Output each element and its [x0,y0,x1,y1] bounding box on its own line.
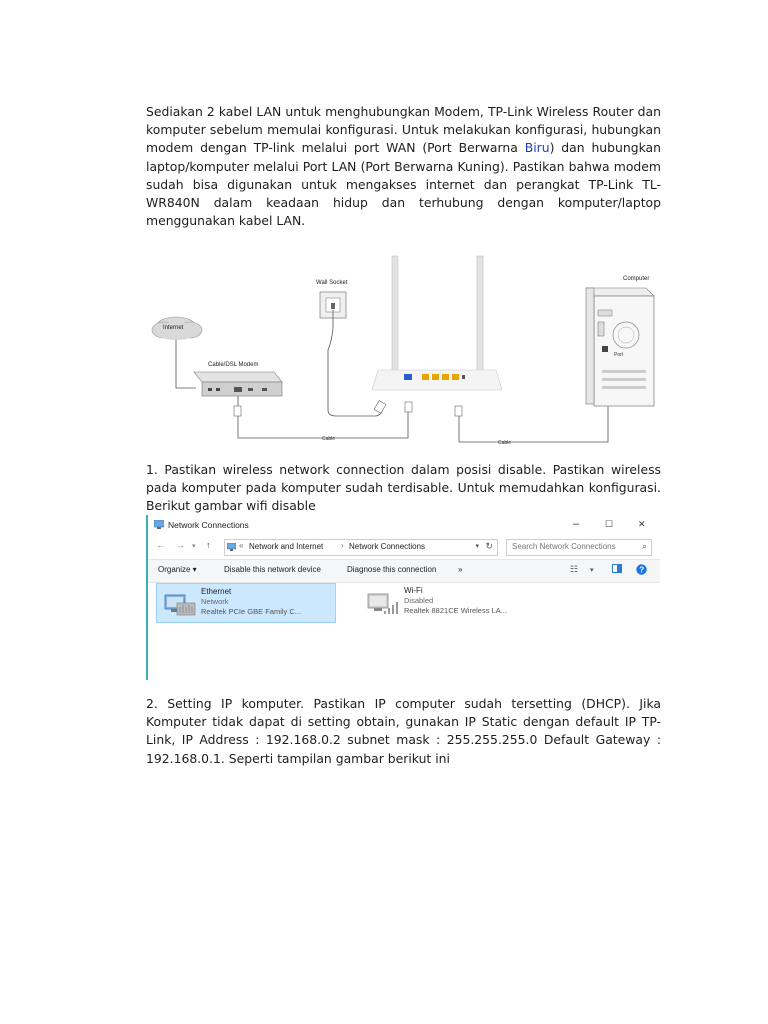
port-label: Port [614,352,624,358]
network-connections-window [146,515,660,680]
cable-label-2: Cable [498,440,512,446]
view-dropdown-icon[interactable]: ▾ [590,567,594,574]
window-titlebar [148,515,660,535]
step2-paragraph: 2. Setting IP komputer. Pastikan IP computer sudah tersetting (DHCP). Jika Komputer tidak dapat di setting obtain, gunakan IP Static dengan default IP TP-Link, IP Address : 192.168.0.2 subnet mask : 255.255.255.0 Default Gateway : 192.168.0.1. Seperti tampilan gambar berikut ini [146,696,661,766]
wifi-name: Wi-Fi [404,586,423,595]
minimize-button[interactable]: – [573,518,580,530]
step1-paragraph: 1. Pastikan wireless network connection dalam posisi disable. Pastikan wireless pada komputer pada komputer sudah terdisable. Untuk memudahkan konfigurasi. Berikut gambar wifi disable [146,462,661,514]
cable-label-1: Cable [322,436,336,442]
modem-label: Cable/DSL Modem [208,362,259,368]
ethernet-connection-item[interactable] [156,583,336,623]
command-bar [148,559,660,583]
breadcrumb-separator-icon: › [341,541,344,550]
change-view-icon[interactable]: ☷ [570,564,579,574]
modem-icon [194,372,282,396]
breadcrumb-overflow[interactable]: « [239,541,244,550]
network-diagram [146,250,664,450]
ethernet-name: Ethernet [201,587,232,596]
intro-text-start: Sediakan 2 kabel LAN untuk menghubungkan Modem, TP-Link Wireless Router dan komputer sebelum memulai konfigurasi. Untuk melakukan konfigurasi, hubungkan modem dengan TP-link melalui port WAN (Port Berwarna [146,104,661,156]
address-bar[interactable] [224,539,498,556]
ethernet-status: Network [201,597,229,606]
search-placeholder: Search Network Connections [512,542,616,551]
search-icon[interactable]: ⌕ [641,541,647,551]
organize-menu-button[interactable]: Organize ▾ [158,565,197,574]
intro-text-end: ) dan hubungkan laptop/komputer melalui Port LAN (Port Berwarna Kuning). Pastikan bahwa modem sudah bisa digunakan untuk mengakses internet dan perangkat TP-Link TL-WR840N dalam keadaan hidup dan terhubung dengan komputer/laptop menggunakan kabel LAN. [146,140,661,229]
intro-highlight-biru: Biru [524,140,550,156]
internet-label: Internet [163,325,184,331]
network-diagram-svg [146,250,664,450]
preview-pane-icon[interactable] [612,564,622,575]
ethernet-device: Realtek PCIe GBE Family C... [201,607,302,616]
svg-text:?: ? [639,565,645,575]
wifi-adapter-disabled-icon [366,588,400,616]
intro-paragraph [146,103,661,230]
diagnose-connection-button[interactable]: Diagnose this connection [347,565,437,574]
maximize-button[interactable]: ☐ [605,519,614,529]
connections-list [148,581,660,680]
up-arrow-icon[interactable]: ↑ [206,540,211,550]
wifi-status: Disabled [404,596,434,605]
forward-arrow-icon[interactable]: → [176,540,185,550]
router-icon [372,256,502,390]
ethernet-adapter-icon [163,589,197,617]
refresh-icon[interactable]: ↻ [485,541,493,551]
search-box[interactable] [506,539,652,556]
back-arrow-icon[interactable]: ← [156,540,165,550]
breadcrumb-network-and-internet[interactable]: Network and Internet [249,542,324,551]
address-row [148,537,660,557]
computer-label: Computer [623,276,650,282]
close-button[interactable]: ✕ [638,519,646,529]
wifi-connection-item[interactable] [360,583,540,621]
wall-socket-label: Wall Socket [316,280,348,286]
wifi-device: Realtek 8821CE Wireless LA... [404,606,507,615]
help-icon[interactable] [636,564,647,577]
control-panel-icon [227,543,236,551]
computer-tower-icon [586,288,654,406]
disable-device-button[interactable]: Disable this network device [224,565,321,574]
breadcrumb-network-connections[interactable]: Network Connections [349,542,426,551]
address-dropdown-icon[interactable]: ▾ [475,543,479,550]
network-connections-icon [154,520,164,529]
recent-dropdown-icon[interactable]: ▾ [192,543,196,550]
more-commands-button[interactable]: » [458,565,463,574]
window-title: Network Connections [168,520,249,530]
